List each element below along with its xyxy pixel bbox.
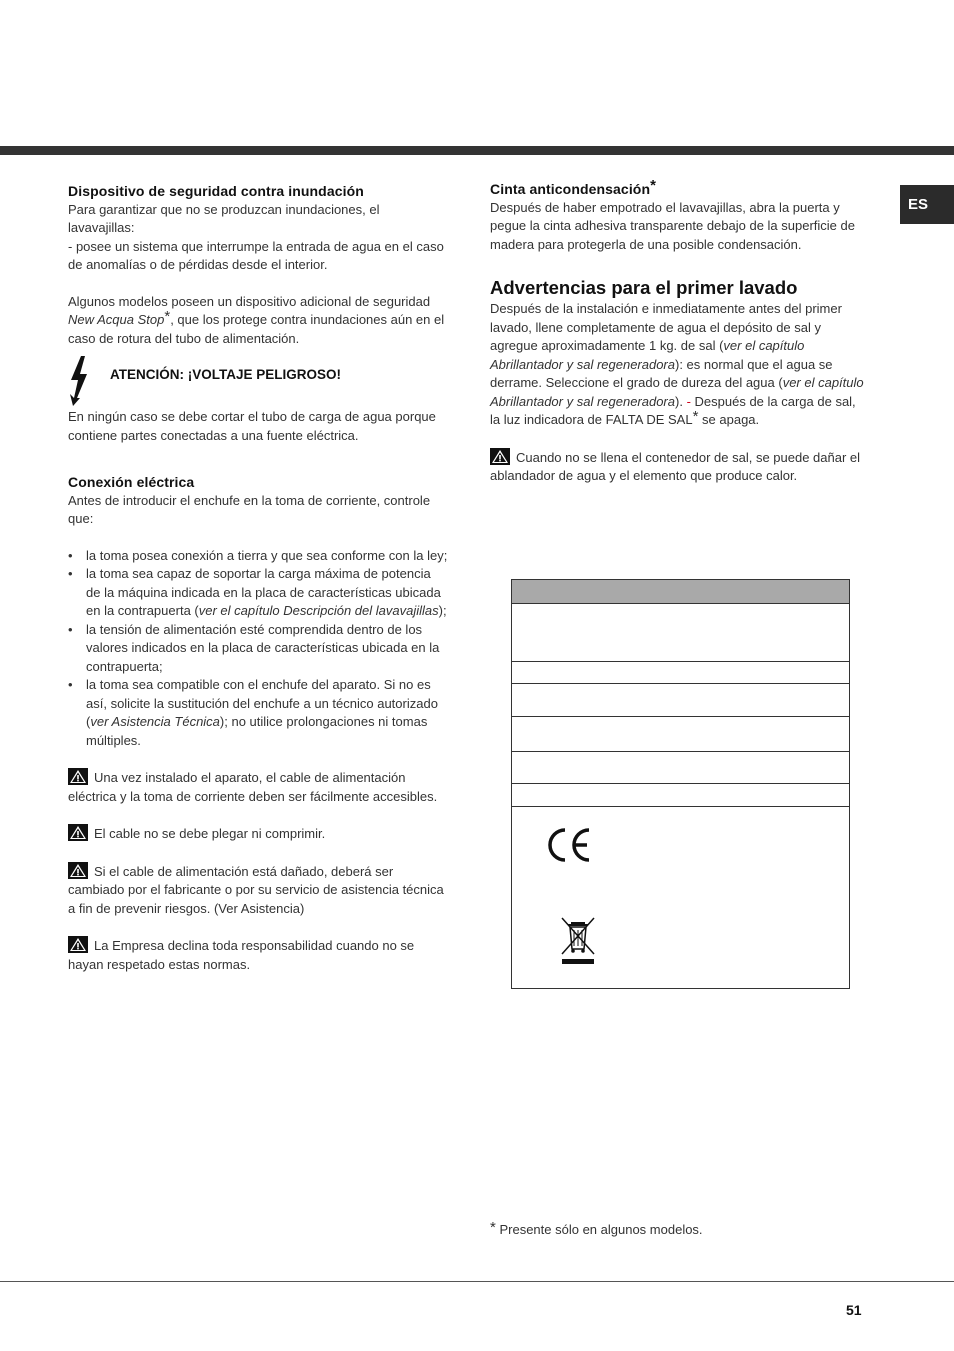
- table-header: [512, 580, 849, 604]
- warning-triangle-icon: [490, 448, 510, 465]
- language-tab: ES: [900, 185, 954, 224]
- attention-text: En ningún caso se debe cortar el tubo de carga de agua porque contiene partes conectadas a una fuente eléctrica.: [68, 409, 436, 443]
- table-row: [512, 717, 849, 752]
- warning-liability: La Empresa declina toda responsabilidad cuando no se hayan respetado estas normas.: [68, 938, 415, 972]
- ce-mark-icon: [546, 827, 592, 868]
- flood-paragraph-3: Algunos modelos poseen un dispositivo adicional de seguridad New Acqua Stop*, que los protege contra inundaciones aún en el caso de rotura del tubo de alimentación.: [68, 293, 445, 346]
- warning-triangle-icon: [68, 824, 88, 841]
- table-row: [512, 784, 849, 807]
- electrical-heading: Conexión eléctrica: [68, 474, 195, 490]
- lightning-bolt-icon: [68, 356, 90, 412]
- warning-accessible: Una vez instalado el aparato, el cable de alimentación eléctrica y la toma de corriente deben ser fácilmente accesibles.: [68, 770, 438, 804]
- warning-cable: El cable no se debe plegar ni comprimir.: [68, 824, 448, 844]
- flood-paragraph-2: - posee un sistema que interrumpe la entrada de agua en el caso de anomalías o de pérdidas desde el interior.: [68, 238, 444, 272]
- tape-heading: Cinta anticondensación*: [490, 177, 657, 197]
- first-wash-heading: Advertencias para el primer lavado: [490, 277, 798, 298]
- table-row: [512, 752, 849, 784]
- warning-triangle-icon: [68, 862, 88, 879]
- technical-data-table: [511, 579, 850, 989]
- first-wash-text: Después de la instalación e inmediatamente antes del primer lavado, llene completamente de agua el depósito de sal y agregue aproximadamente 1 kg. de sal (ver el capítulo Abrillantador y sal regeneradora): es normal que el agua se derrame. Seleccione el grado de dureza del agua (ver el capítulo Abrillantador y sal regeneradora). - Después de la carga de sal, la luz indicadora de FALTA DE SAL* se apaga.: [490, 301, 864, 427]
- weee-bin-icon: [560, 916, 596, 971]
- table-row: [512, 684, 849, 717]
- flood-paragraph-1: Para garantizar que no se produzcan inundaciones, el lavavajillas:: [68, 201, 380, 235]
- bottom-rule: [0, 1281, 954, 1282]
- electrical-intro: Antes de introducir el enchufe en la toma de corriente, controle que:: [68, 492, 431, 526]
- right-column: [490, 177, 866, 486]
- left-column: [68, 182, 448, 974]
- warning-damaged-cable: Si el cable de alimentación está dañado, deberá ser cambiado por el fabricante o por su servicio de asistencia técnica a fin de prevenir riesgos. (Ver Asistencia): [68, 863, 444, 916]
- warning-triangle-icon: [68, 768, 88, 785]
- list-item: • la toma sea compatible con el enchufe del aparato. Si no es así, solicite la sustitución del enchufe a un técnico autorizado (ver Asistencia Técnica); no utilice prolongaciones ni tomas múltiples.: [68, 676, 448, 750]
- table-row: [512, 604, 849, 662]
- attention-row: [68, 356, 448, 408]
- tape-text: Después de haber empotrado el lavavajillas, abra la puerta y pegue la cinta adhesiva transparente debajo de la superficie de madera para protegerla de una posible condensación.: [490, 199, 855, 252]
- list-item: • la tensión de alimentación esté comprendida dentro de los valores indicados en la placa de características ubicada en la contrapuerta;: [68, 621, 448, 677]
- page-number: 51: [846, 1302, 862, 1318]
- attention-heading: ATENCIÓN: ¡VOLTAJE PELIGROSO!: [110, 367, 342, 382]
- top-rule: [0, 146, 954, 155]
- flood-safety-heading: Dispositivo de seguridad contra inundación: [68, 183, 364, 199]
- warning-salt: Cuando no se llena el contenedor de sal, se puede dañar el ablandador de agua y el elemento que produce calor.: [490, 449, 861, 483]
- table-row: [512, 662, 849, 684]
- list-item: • la toma sea capaz de soportar la carga máxima de potencia de la máquina indicada en la placa de características ubicada en la contrapuerta (ver el capítulo Descripción del lavavajillas);: [68, 565, 448, 621]
- electrical-checklist: [68, 547, 448, 751]
- footnote: * Presente sólo en algunos modelos.: [490, 1219, 703, 1237]
- warning-triangle-icon: [68, 936, 88, 953]
- list-item: • la toma posea conexión a tierra y que sea conforme con la ley;: [68, 547, 448, 566]
